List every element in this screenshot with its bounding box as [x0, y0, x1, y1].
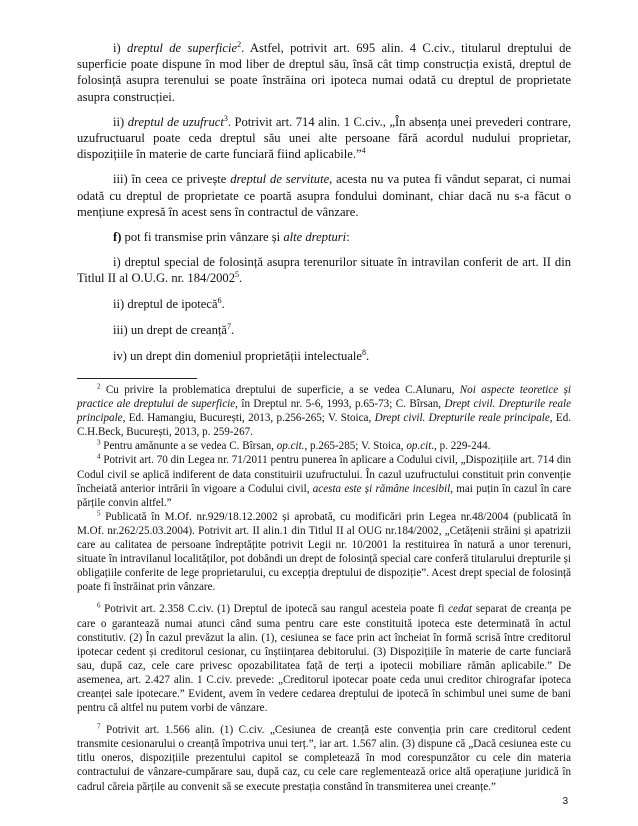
footnote-ref[interactable]: 3 [223, 113, 228, 123]
text: . [221, 296, 225, 311]
text-italic: cedat [448, 603, 473, 616]
text: iii) în ceea ce privește [113, 172, 231, 187]
footnote-number: 7 [97, 722, 101, 731]
footnote-ref[interactable]: 6 [217, 295, 222, 305]
text: . Astfel, potrivit art. 695 alin. 4 C.civ., titularul dreptului de superficie poate dispune în mod liber de dreptul său, însă cât timp construcția există, dreptul de folosință asupra terenului se poate înstrăina ori ipoteca numai odată cu dreptul de proprietate asupra construcției. [77, 41, 572, 104]
text: Potrivit art. 70 din Legea nr. 71/2011 pentru punerea în aplicare a Codului civil, „Dispozițiile art. 714 din Codul civil se aplică indiferent de data constituirii uzufructului. În cazul uzufructului constituit prin convenție încheiată anterior intrării în vigoare a Codului civil, [77, 454, 571, 495]
paragraph-superficie [77, 40, 571, 105]
footnote-separator [77, 378, 197, 379]
text: pot fi transmise prin vânzare și [121, 230, 284, 245]
footnote-7 [77, 723, 571, 793]
text: i) [113, 41, 128, 55]
footnote-ref[interactable]: 4 [361, 146, 366, 156]
page-number: 3 [562, 796, 568, 807]
text: iii) un drept de creanță [113, 322, 227, 337]
text-italic: dreptul de servitute [230, 172, 330, 187]
footnote-ref[interactable]: 8 [362, 347, 367, 357]
text: iv) un drept din domeniul proprietății intelectuale [113, 349, 363, 364]
text: separat de creanța pe care o garantează numai atunci când suma pentru care este constituită ipoteca este determinată în actul constitutiv. (2) În cazul prevăzut la alin. (1), cesiunea se face prin act încheiat în formă scrisă între creditorul ipotecar cedent și creditorul cesionar, cu înștiințarea debitorului. (3) Dispozițiile în materie de carte funciară sau, după caz, cele care privesc opozabilitatea față de terți a ipotecii mobiliare rămân aplicabile.” De asemenea, art. 2.427 alin. 1 C.civ. prevede: „Creditorul ipotecar poate ceda unui creditor chirografar ipoteca creanței sale ipotecare.” Evident, avem în vedere cedarea dreptului de ipotecă în schimbul unei sume de bani pentru că altfel nu putem vorbi de vânzare. [77, 603, 571, 715]
footnote-number: 6 [97, 601, 101, 610]
text-italic: Drept civil. Drepturile reale principale [77, 398, 571, 425]
paragraph-proprietate-intelectuala [77, 348, 571, 364]
footnote-2 [77, 383, 571, 439]
text-italic: op.cit. [276, 440, 305, 453]
paragraph-ipoteca [77, 296, 571, 312]
text-italic: alte drepturi [283, 230, 347, 245]
text-italic: op.cit. [406, 440, 435, 453]
text-italic: Drept civil. Drepturile reale principale, [374, 412, 553, 425]
text: în Dreptul nr. 5-6, 1993, p.65-73; C. Bîrsan, [237, 398, 445, 411]
text: Potrivit art. 1.566 alin. (1) C.civ. „Cesiunea de creanță este convenția prin care creditorul cedent transmite cesionarului o creanță împotriva unui terț.”, iar art. 1.567 alin. (3) dispune că „Dacă cesiunea este cu titlu oneros, dispozițiile prezentului capitol se completează în mod corespunzător cu cele din materia contractului de vânzare-cumpărare sau, după caz, cu cele care reglementează orice altă operațiune juridică în cadrul căreia părțile au convenit să se execute prestația constând în transmiterea unei creanțe.” [77, 724, 571, 793]
footnote-number: 5 [97, 509, 101, 518]
body-text [77, 40, 571, 374]
text: . [239, 271, 243, 286]
footnote-number: 4 [97, 452, 101, 461]
text: Cu privire la problematica dreptului de superficie, a se vedea C.Alunaru, [100, 384, 460, 396]
paragraph-servitute [77, 171, 571, 220]
text-italic: acesta este și rămâne incesibil [312, 482, 451, 495]
text: . [231, 322, 235, 337]
footnote-3 [77, 439, 571, 453]
text-italic: Noi aspecte teoretice și practice ale dreptului de superficie, [77, 384, 571, 411]
text: : [346, 230, 350, 245]
text: , p.265-285; V. Stoica, [304, 440, 407, 453]
paragraph-uzufruct [77, 114, 571, 163]
footnotes [77, 383, 571, 794]
text: , mai puțin în cazul în care părțile convin altfel.” [77, 482, 571, 509]
footnote-4 [77, 453, 571, 509]
text-italic: dreptul de uzufruct [127, 114, 224, 129]
text: Publicată în M.Of. nr.929/18.12.2002 și aprobată, cu modificări prin Legea nr.48/2004 (publicată în M.Of. nr.262/25.03.2004). Potrivit art. II alin.1 din Titlul II al OUG nr.184/2002, „Cetățenii străini și apatrizii care au calitatea de persoane îndreptățite potrivit Legii nr. 10/2001 la restituirea în natură a unor terenuri, situate în intravilanul localităților, pot dobândi un drept de folosință special care conferă titularului drepturile și obligațiile conferite de lege proprietarului, cu excepția dreptului de dispoziție”. Acest drept special de folosință poate fi înstrăinat prin vânzare. [77, 510, 571, 594]
text: . Potrivit art. 714 alin. 1 C.civ., „În absența unei prevederi contrare, uzufructuarul poate ceda dreptul său unei alte persoane fără acordul nudului proprietar, dispozițiile în materie de carte funciară fiind aplicabile.” [77, 114, 571, 162]
footnote-number: 2 [97, 382, 101, 391]
text: Pentru amănunte a se vedea C. Bîrsan, [100, 440, 277, 453]
footnote-ref[interactable]: 7 [227, 321, 231, 331]
text: , acesta nu va putea fi vândut separat, ci numai odată cu dreptul de proprietate ce poartă asupra fondului dominant, chiar dacă nu s-a făcut o mențiune expresă în acest sens în contractul de vânzare. [77, 172, 571, 219]
text: Ed. C.H.Beck, București, 2013, p. 259-267. [77, 412, 572, 439]
paragraph-alte-drepturi [77, 229, 571, 245]
footnote-number: 3 [97, 438, 101, 447]
text: i) dreptul special de folosință asupra terenurilor situate în intravilan conferit de art. II din Titlul II al O.U.G. nr. 184/2002 [77, 255, 571, 286]
text-italic: dreptul de superficie [127, 41, 238, 55]
text: ii) dreptul de ipotecă [113, 296, 218, 311]
text: , Ed. Hamangiu, București, 2013, p.256-265; V. Stoica, [122, 412, 375, 425]
text: Potrivit art. 2.358 C.civ. (1) Dreptul de ipotecă sau rangul acesteia poate fi [100, 603, 449, 616]
text: ii) [113, 114, 128, 129]
text: , p. 229-244. [434, 440, 491, 453]
paragraph-creanta [77, 322, 571, 338]
footnote-ref[interactable]: 5 [235, 270, 240, 280]
text: . [366, 349, 370, 364]
text-bold: f) [113, 230, 122, 245]
footnote-ref[interactable]: 2 [237, 39, 242, 49]
footnote-5 [77, 510, 571, 595]
footnote-6 [77, 602, 571, 715]
paragraph-drept-folosinta [77, 254, 571, 286]
